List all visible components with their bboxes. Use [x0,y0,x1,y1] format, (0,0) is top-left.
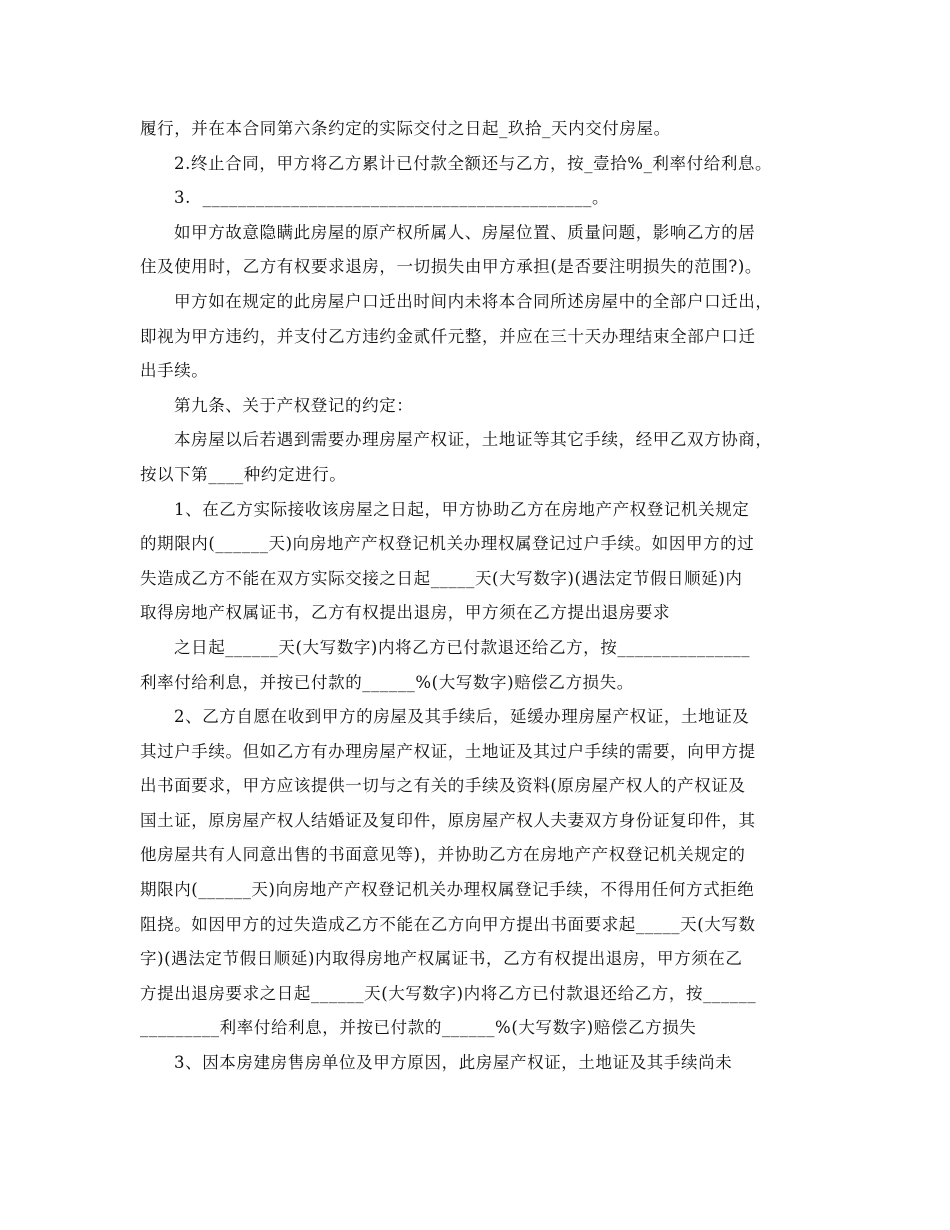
text-line: 3、因本房建房售房单位及甲方原因，此房屋产权证，土地证及其手续尚未 [174,1053,733,1073]
text-line: 本房屋以后若遇到需要办理房屋产权证，土地证等其它手续，经甲乙双方协商， [174,430,773,450]
text-line: 2、乙方自愿在收到甲方的房屋及其手续后，延缓办理房屋产权证，土地证及 [174,707,750,727]
text-line: 期限内(______天)向房地产产权登记机关办理权属登记手续，不得用任何方式拒绝 [140,880,755,900]
text-line: 如甲方故意隐瞒此房屋的原产权所属人、房屋位置、质量问题，影响乙方的居 [174,222,756,242]
text-line: 2.终止合同，甲方将乙方累计已付款全额还与乙方，按_壹拾%_利率付给利息。 [174,153,773,173]
text-line: 3. ____________________________________________。 [174,188,610,208]
text-line: 其过户手续。但如乙方有办理房屋产权证，土地证及其过户手续的需要，向甲方提 [140,741,756,761]
text-line: 即视为甲方违约，并支付乙方违约金贰仟元整，并应在三十天办理结束全部户口迁 [140,326,756,346]
text-line: 失造成乙方不能在双方实际交接之日起_____天(大写数字)(遇法定节假日顺延)内 [140,568,743,588]
text-line: 履行，并在本合同第六条约定的实际交付之日起_玖拾_天内交付房屋。 [140,119,671,138]
text-line: 国土证，原房屋产权人结婚证及复印件，原房屋产权人夫妻双方身份证复印件，其 [140,810,756,830]
text-line: 他房屋共有人同意出售的书面意见等)，并协助乙方在房地产产权登记机关规定的 [140,845,746,865]
text-line: 方提出退房要求之日起______天(大写数字)内将乙方已付款退还给乙方，按______ [140,983,757,1003]
text-line: 住及使用时，乙方有权要求退房，一切损失由甲方承担(是否要注明损失的范围?)。 [140,257,763,277]
text-line: 字)(遇法定节假日顺延)内取得房地产权属证书，乙方有权提出退房，甲方须在乙 [140,949,743,969]
text-line: 甲方如在规定的此房屋户口迁出时间内未将本合同所述房屋中的全部户口迁出， [174,291,773,311]
text-line: 之日起______天(大写数字)内将乙方已付款退还给乙方，按_______________ [174,637,751,657]
text-line: 出书面要求，甲方应该提供一切与之有关的手续及资料(原房屋产权人的产权证及 [140,776,746,796]
section-heading: 第九条、关于产权登记的约定： [174,395,414,415]
text-line: 出手续。 [140,361,209,381]
text-line: 取得房地产权属证书，乙方有权提出退房，甲方须在乙方提出退房要求 [140,603,671,623]
text-line: 阻挠。如因甲方的过失造成乙方不能在乙方向甲方提出书面要求起_____天(大写数 [140,914,756,934]
text-line: 的期限内(______天)向房地产产权登记机关办理权属登记过户手续。如因甲方的过 [140,534,755,554]
text-line: _________利率付给利息，并按已付款的______%(大写数字)赔偿乙方损失 [140,1018,697,1038]
text-line: 利率付给利息，并按已付款的______%(大写数字)赔偿乙方损失。 [140,672,634,692]
text-line: 按以下第____种约定进行。 [140,464,347,484]
document-page [140,112,816,1081]
text-line: 1、在乙方实际接收该房屋之日起，甲方协助乙方在房地产产权登记机关规定 [174,499,750,519]
